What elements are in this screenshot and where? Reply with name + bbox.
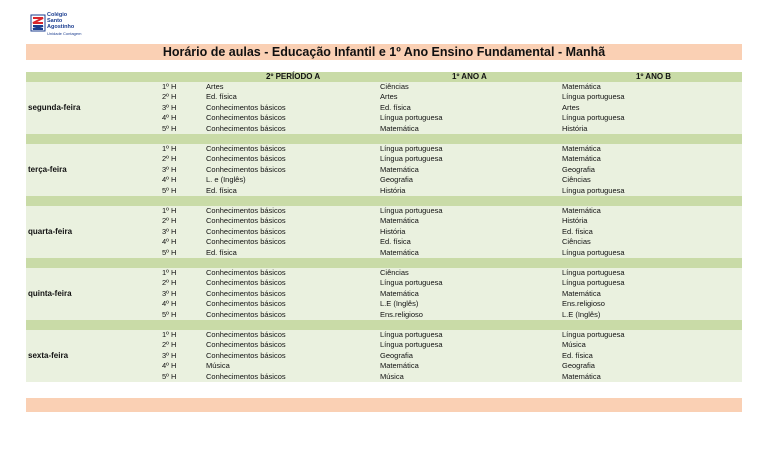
ano-b-cell: Língua portuguesa bbox=[562, 113, 625, 123]
ano-a-cell: História bbox=[380, 226, 406, 236]
hour-cell: 1º H bbox=[162, 330, 177, 339]
day-name: quinta-feira bbox=[28, 289, 72, 298]
ano-a-cell: Ciências bbox=[380, 82, 409, 91]
day-name: sexta-feira bbox=[28, 351, 69, 360]
schedule-table bbox=[26, 72, 742, 382]
table-row bbox=[26, 144, 742, 154]
ano-b-cell: Língua portuguesa bbox=[562, 278, 625, 288]
ano-a-cell: Língua portuguesa bbox=[380, 113, 443, 123]
ano-b-cell: Língua portuguesa bbox=[562, 247, 625, 257]
day-block bbox=[26, 82, 742, 134]
ano-b-cell: Ed. física bbox=[562, 350, 593, 360]
table-row bbox=[26, 330, 742, 340]
ano-a-cell: Ciências bbox=[380, 268, 409, 277]
column-header-1-ano-a: 1º ANO A bbox=[452, 72, 487, 81]
table-header bbox=[26, 72, 742, 82]
day-block bbox=[26, 268, 742, 320]
period-a-cell: Conhecimentos básicos bbox=[206, 237, 286, 247]
hour-cell: 2º H bbox=[162, 278, 177, 288]
column-header-2-periodo-a: 2º PERÍODO A bbox=[266, 72, 321, 81]
period-a-cell: Artes bbox=[206, 82, 224, 91]
school-logo bbox=[30, 12, 100, 46]
ano-b-cell: Matemática bbox=[562, 144, 601, 153]
period-a-cell: Conhecimentos básicos bbox=[206, 340, 286, 350]
ano-b-cell: Língua portuguesa bbox=[562, 92, 625, 102]
day-separator bbox=[26, 258, 742, 268]
table-row bbox=[26, 216, 742, 226]
hour-cell: 3º H bbox=[162, 102, 177, 112]
day-separator bbox=[26, 196, 742, 206]
ano-a-cell: Ed. física bbox=[380, 237, 411, 247]
ano-b-cell: Ciências bbox=[562, 237, 591, 247]
ano-b-cell: Geografia bbox=[562, 164, 595, 174]
ano-a-cell: Matemática bbox=[380, 123, 419, 133]
table-row bbox=[26, 289, 742, 299]
ano-b-cell: Ed. física bbox=[562, 226, 593, 236]
schedule-body bbox=[26, 82, 742, 382]
period-a-cell: Conhecimentos básicos bbox=[206, 226, 286, 236]
ano-b-cell: Matemática bbox=[562, 371, 601, 381]
period-a-cell: Conhecimentos básicos bbox=[206, 309, 286, 319]
period-a-cell: Conhecimentos básicos bbox=[206, 330, 286, 339]
period-a-cell: Conhecimentos básicos bbox=[206, 371, 286, 381]
hour-cell: 4º H bbox=[162, 237, 177, 247]
day-block bbox=[26, 206, 742, 258]
hour-cell: 3º H bbox=[162, 288, 177, 298]
school-crest-icon bbox=[30, 14, 46, 32]
hour-cell: 5º H bbox=[162, 185, 177, 195]
school-unit: Unidade Contagem bbox=[47, 31, 82, 36]
period-a-cell: Ed. física bbox=[206, 185, 237, 195]
ano-a-cell: Língua portuguesa bbox=[380, 330, 443, 339]
period-a-cell: Conhecimentos básicos bbox=[206, 278, 286, 288]
period-a-cell: Conhecimentos básicos bbox=[206, 299, 286, 309]
period-a-cell: Conhecimentos básicos bbox=[206, 288, 286, 298]
hour-cell: 3º H bbox=[162, 350, 177, 360]
ano-a-cell: Artes bbox=[380, 92, 398, 102]
table-row bbox=[26, 82, 742, 92]
day-block bbox=[26, 144, 742, 196]
table-row bbox=[26, 310, 742, 320]
column-header-1-ano-b: 1º ANO B bbox=[636, 72, 672, 81]
table-row bbox=[26, 124, 742, 134]
table-row bbox=[26, 165, 742, 175]
ano-b-cell: Matemática bbox=[562, 82, 601, 91]
ano-a-cell: L.E (Inglês) bbox=[380, 299, 419, 309]
hour-cell: 1º H bbox=[162, 268, 177, 277]
table-row bbox=[26, 186, 742, 196]
period-a-cell: Ed. física bbox=[206, 92, 237, 102]
hour-cell: 5º H bbox=[162, 309, 177, 319]
ano-b-cell: Música bbox=[562, 340, 586, 350]
hour-cell: 1º H bbox=[162, 144, 177, 153]
day-name: quarta-feira bbox=[28, 227, 73, 236]
ano-a-cell: Ens.religioso bbox=[380, 309, 423, 319]
table-row bbox=[26, 248, 742, 258]
table-row bbox=[26, 372, 742, 382]
table-row bbox=[26, 92, 742, 102]
table-row bbox=[26, 227, 742, 237]
period-a-cell: Conhecimentos básicos bbox=[206, 144, 286, 153]
hour-cell: 2º H bbox=[162, 216, 177, 226]
hour-cell: 3º H bbox=[162, 164, 177, 174]
period-a-cell: Conhecimentos básicos bbox=[206, 350, 286, 360]
ano-b-cell: Língua portuguesa bbox=[562, 185, 625, 195]
ano-a-cell: Geografia bbox=[380, 175, 413, 185]
ano-b-cell: História bbox=[562, 216, 588, 226]
hour-cell: 5º H bbox=[162, 123, 177, 133]
hour-cell: 1º H bbox=[162, 82, 177, 91]
ano-a-cell: Língua portuguesa bbox=[380, 154, 443, 164]
ano-a-cell: Música bbox=[380, 371, 404, 381]
period-a-cell: L. e (Inglês) bbox=[206, 175, 246, 185]
period-a-cell: Ed. física bbox=[206, 247, 237, 257]
table-row bbox=[26, 361, 742, 371]
ano-a-cell: Língua portuguesa bbox=[380, 206, 443, 215]
table-row bbox=[26, 340, 742, 350]
ano-b-cell: Língua portuguesa bbox=[562, 268, 625, 277]
hour-cell: 2º H bbox=[162, 92, 177, 102]
table-row bbox=[26, 103, 742, 113]
ano-a-cell: Geografia bbox=[380, 350, 413, 360]
page-title: Horário de aulas - Educação Infantil e 1º Ano Ensino Fundamental - Manhã bbox=[26, 44, 742, 60]
ano-b-cell: Matemática bbox=[562, 288, 601, 298]
footer-bar bbox=[26, 398, 742, 412]
table-row bbox=[26, 278, 742, 288]
day-block bbox=[26, 330, 742, 382]
ano-b-cell: Matemática bbox=[562, 206, 601, 215]
ano-a-cell: Ed. física bbox=[380, 102, 411, 112]
period-a-cell: Conhecimentos básicos bbox=[206, 164, 286, 174]
table-row bbox=[26, 113, 742, 123]
hour-cell: 4º H bbox=[162, 299, 177, 309]
hour-cell: 4º H bbox=[162, 361, 177, 371]
hour-cell: 2º H bbox=[162, 340, 177, 350]
table-row bbox=[26, 351, 742, 361]
period-a-cell: Conhecimentos básicos bbox=[206, 102, 286, 112]
hour-cell: 2º H bbox=[162, 154, 177, 164]
table-row bbox=[26, 237, 742, 247]
table-row bbox=[26, 299, 742, 309]
ano-a-cell: Língua portuguesa bbox=[380, 278, 443, 288]
hour-cell: 5º H bbox=[162, 371, 177, 381]
ano-a-cell: Matemática bbox=[380, 164, 419, 174]
day-name: segunda-feira bbox=[28, 103, 81, 112]
ano-a-cell: Matemática bbox=[380, 288, 419, 298]
ano-a-cell: Língua portuguesa bbox=[380, 340, 443, 350]
hour-cell: 4º H bbox=[162, 113, 177, 123]
ano-a-cell: Matemática bbox=[380, 216, 419, 226]
day-name: terça-feira bbox=[28, 165, 67, 174]
day-separator bbox=[26, 134, 742, 144]
period-a-cell: Conhecimentos básicos bbox=[206, 154, 286, 164]
ano-a-cell: História bbox=[380, 185, 406, 195]
ano-b-cell: Geografia bbox=[562, 361, 595, 371]
table-row bbox=[26, 206, 742, 216]
ano-b-cell: Ciências bbox=[562, 175, 591, 185]
period-a-cell: Conhecimentos básicos bbox=[206, 113, 286, 123]
ano-a-cell: Matemática bbox=[380, 247, 419, 257]
ano-b-cell: Língua portuguesa bbox=[562, 330, 625, 339]
hour-cell: 5º H bbox=[162, 247, 177, 257]
period-a-cell: Conhecimentos básicos bbox=[206, 206, 286, 215]
period-a-cell: Música bbox=[206, 361, 230, 371]
table-row bbox=[26, 154, 742, 164]
ano-b-cell: Artes bbox=[562, 102, 580, 112]
ano-b-cell: História bbox=[562, 123, 588, 133]
period-a-cell: Conhecimentos básicos bbox=[206, 216, 286, 226]
ano-b-cell: L.E (Inglês) bbox=[562, 309, 601, 319]
period-a-cell: Conhecimentos básicos bbox=[206, 268, 286, 277]
hour-cell: 4º H bbox=[162, 175, 177, 185]
table-row bbox=[26, 268, 742, 278]
hour-cell: 1º H bbox=[162, 206, 177, 215]
ano-b-cell: Matemática bbox=[562, 154, 601, 164]
school-name: Colégio Santo Agostinho bbox=[47, 12, 75, 30]
ano-a-cell: Língua portuguesa bbox=[380, 144, 443, 153]
ano-a-cell: Matemática bbox=[380, 361, 419, 371]
hour-cell: 3º H bbox=[162, 226, 177, 236]
ano-b-cell: Ens.religioso bbox=[562, 299, 605, 309]
day-separator bbox=[26, 320, 742, 330]
period-a-cell: Conhecimentos básicos bbox=[206, 123, 286, 133]
table-row bbox=[26, 175, 742, 185]
